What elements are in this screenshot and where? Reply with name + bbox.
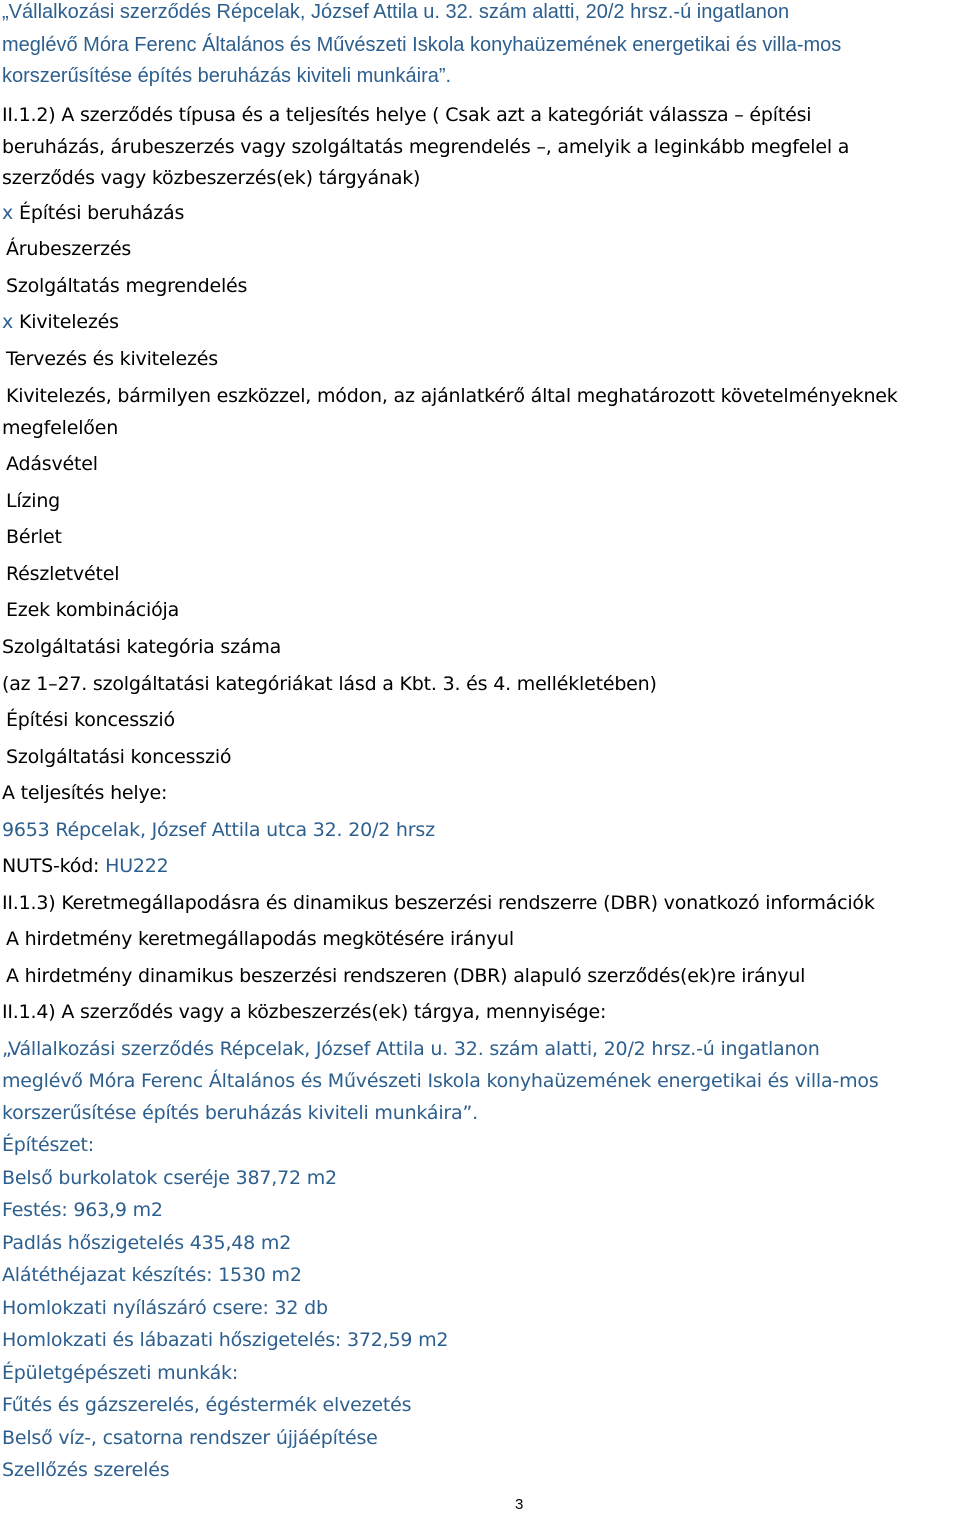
header-title-line-2: meglévő Móra Ferenc Általános és Művészeti Iskola konyhaüzemének energetikai és villa-mos: [2, 34, 842, 56]
work-item: Festés: 963,9 m2: [2, 1199, 163, 1221]
option-berlet: Bérlet: [6, 526, 62, 548]
option-adasvetel: Adásvétel: [6, 453, 98, 475]
work-item: Alátéthéjazat készítés: 1530 m2: [2, 1264, 302, 1286]
section-2-1-4-heading: II.1.4) A szerződés vagy a közbeszerzés(ek) tárgya, mennyisége:: [2, 1001, 607, 1023]
checked-mark: x: [2, 202, 14, 224]
subject-title-line-1: „Vállalkozási szerződés Répcelak, József Attila u. 32. szám alatti, 20/2 hrsz.-ú ingatlanon: [2, 1038, 820, 1060]
option-epitesi-beruhazas: [2, 201, 184, 225]
nuts-label: NUTS-kód:: [2, 855, 106, 877]
option-szolgaltatasi-koncesszio: Szolgáltatási koncesszió: [6, 746, 232, 768]
option-dbr: A hirdetmény dinamikus beszerzési rendszeren (DBR) alapuló szerződés(ek)re irányul: [6, 965, 806, 987]
option-kivitelezes-barmilyen-line-1: Kivitelezés, bármilyen eszközzel, módon, az ajánlatkérő által meghatározott követelményeknek: [6, 385, 898, 407]
work-item: Fűtés és gázszerelés, égéstermék elvezetés: [2, 1394, 412, 1416]
option-arubeszerzes: Árubeszerzés: [6, 238, 132, 260]
section-2-1-3-heading: II.1.3) Keretmegállapodásra és dinamikus beszerzési rendszerre (DBR) vonatkozó információk: [2, 892, 875, 914]
option-label: Építési beruházás: [19, 202, 185, 224]
page-number: 3: [515, 1496, 524, 1513]
work-item: Belső víz-, csatorna rendszer újjáépítése: [2, 1427, 378, 1449]
option-label: Kivitelezés: [19, 311, 119, 333]
szolgaltatasi-kategoria-szama: Szolgáltatási kategória száma: [2, 636, 282, 658]
work-item: Épületgépészeti munkák:: [2, 1362, 239, 1384]
work-item: Padlás hőszigetelés 435,48 m2: [2, 1232, 292, 1254]
work-item: Belső burkolatok cseréje 387,72 m2: [2, 1167, 337, 1189]
option-epitesi-koncesszio: Építési koncesszió: [6, 709, 175, 731]
option-kivitelezes: [2, 310, 119, 334]
option-reszletvetel: Részletvétel: [6, 563, 120, 585]
option-tervezes-es-kivitelezes: Tervezés és kivitelezés: [6, 348, 218, 370]
option-ezek-kombinacioja: Ezek kombinációja: [6, 599, 180, 621]
work-item: Szellőzés szerelés: [2, 1459, 170, 1481]
work-item: Homlokzati nyílászáró csere: 32 db: [2, 1297, 328, 1319]
header-title-line-1: „Vállalkozási szerződés Répcelak, József Attila u. 32. szám alatti, 20/2 hrsz.-ú ingatlanon: [2, 1, 790, 23]
option-lizing: Lízing: [6, 490, 61, 512]
section-2-1-2-heading-line-3: szerződés vagy közbeszerzés(ek) tárgyának): [2, 167, 421, 189]
kategoria-note: (az 1–27. szolgáltatási kategóriákat lásd a Kbt. 3. és 4. mellékletében): [2, 673, 657, 695]
section-2-1-2-heading-line-1: II.1.2) A szerződés típusa és a teljesítés helye ( Csak azt a kategóriát válassza – építési: [2, 104, 812, 126]
option-keretmegallapodas: A hirdetmény keretmegállapodás megkötésére irányul: [6, 928, 514, 950]
checked-mark: x: [2, 311, 14, 333]
nuts-code: [2, 854, 169, 878]
nuts-value: HU222: [105, 855, 169, 877]
option-kivitelezes-barmilyen-line-2: megfelelően: [2, 417, 119, 439]
option-szolgaltatas-megrendeles: Szolgáltatás megrendelés: [6, 275, 248, 297]
subject-title-line-3: korszerűsítése építés beruházás kiviteli munkáira”.: [2, 1102, 478, 1124]
section-2-1-2-heading-line-2: beruházás, árubeszerzés vagy szolgáltatás megrendelés –, amelyik a leginkább megfelel a: [2, 136, 850, 158]
teljesites-address: 9653 Répcelak, József Attila utca 32. 20/2 hrsz: [2, 819, 435, 841]
work-item: Építészet:: [2, 1134, 94, 1156]
teljesites-helye-label: A teljesítés helye:: [2, 782, 168, 804]
subject-title-line-2: meglévő Móra Ferenc Általános és Művészeti Iskola konyhaüzemének energetikai és villa-mos: [2, 1070, 879, 1092]
work-item: Homlokzati és lábazati hőszigetelés: 372,59 m2: [2, 1329, 449, 1351]
header-title-line-3: korszerűsítése építés beruházás kiviteli munkáira”.: [2, 65, 452, 87]
